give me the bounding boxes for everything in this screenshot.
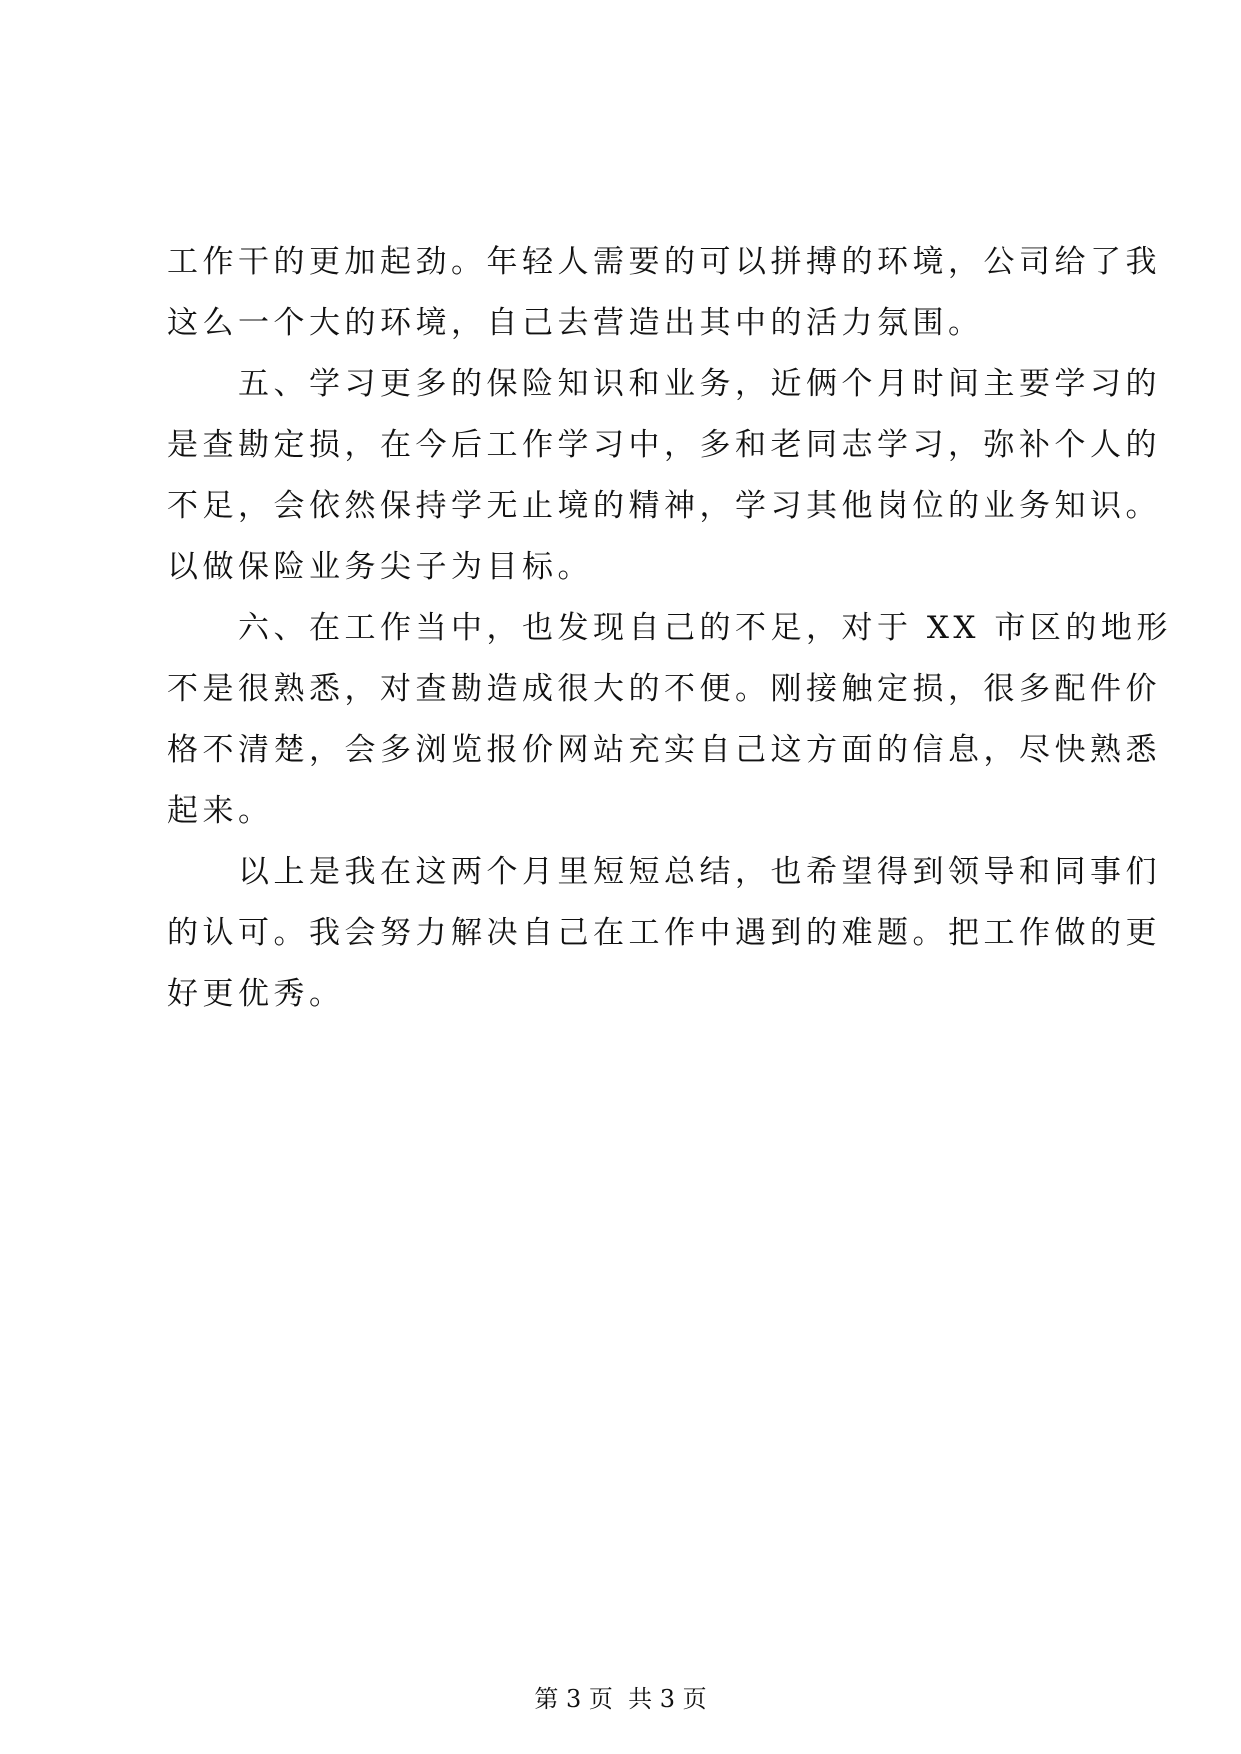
paragraph-1 [167,232,1161,354]
paragraph-4 [167,842,1161,1025]
text-line: 不是很熟悉，对查勘造成很大的不便。刚接触定损，很多配件价 [167,671,1161,707]
text-line: 五、学习更多的保险知识和业务，近俩个月时间主要学习的 [167,366,1161,402]
text-line: 六、在工作当中，也发现自己的不足，对于 XX 市区的地形 [167,610,1172,646]
text-line: 起来。 [167,793,274,829]
text-line: 这么一个大的环境，自己去营造出其中的活力氛围。 [167,305,984,341]
text-line: 工作干的更加起劲。年轻人需要的可以拼搏的环境，公司给了我 [167,244,1161,280]
text-line: 以上是我在这两个月里短短总结，也希望得到领导和同事们 [167,854,1161,890]
text-line: 以做保险业务尖子为目标。 [167,549,593,585]
text-line: 格不清楚，会多浏览报价网站充实自己这方面的信息，尽快熟悉 [167,732,1161,768]
paragraph-3 [167,598,1172,842]
text-line: 好更优秀。 [167,976,345,1012]
text-line: 是查勘定损，在今后工作学习中，多和老同志学习，弥补个人的 [167,427,1161,463]
text-line: 不足，会依然保持学无止境的精神，学习其他岗位的业务知识。 [167,488,1161,524]
text-line: 的认可。我会努力解决自己在工作中遇到的难题。把工作做的更 [167,915,1161,951]
page-footer: 第 3 页 共 3 页 [534,1685,707,1713]
document-body [167,232,1172,1025]
paragraph-2 [167,354,1161,598]
